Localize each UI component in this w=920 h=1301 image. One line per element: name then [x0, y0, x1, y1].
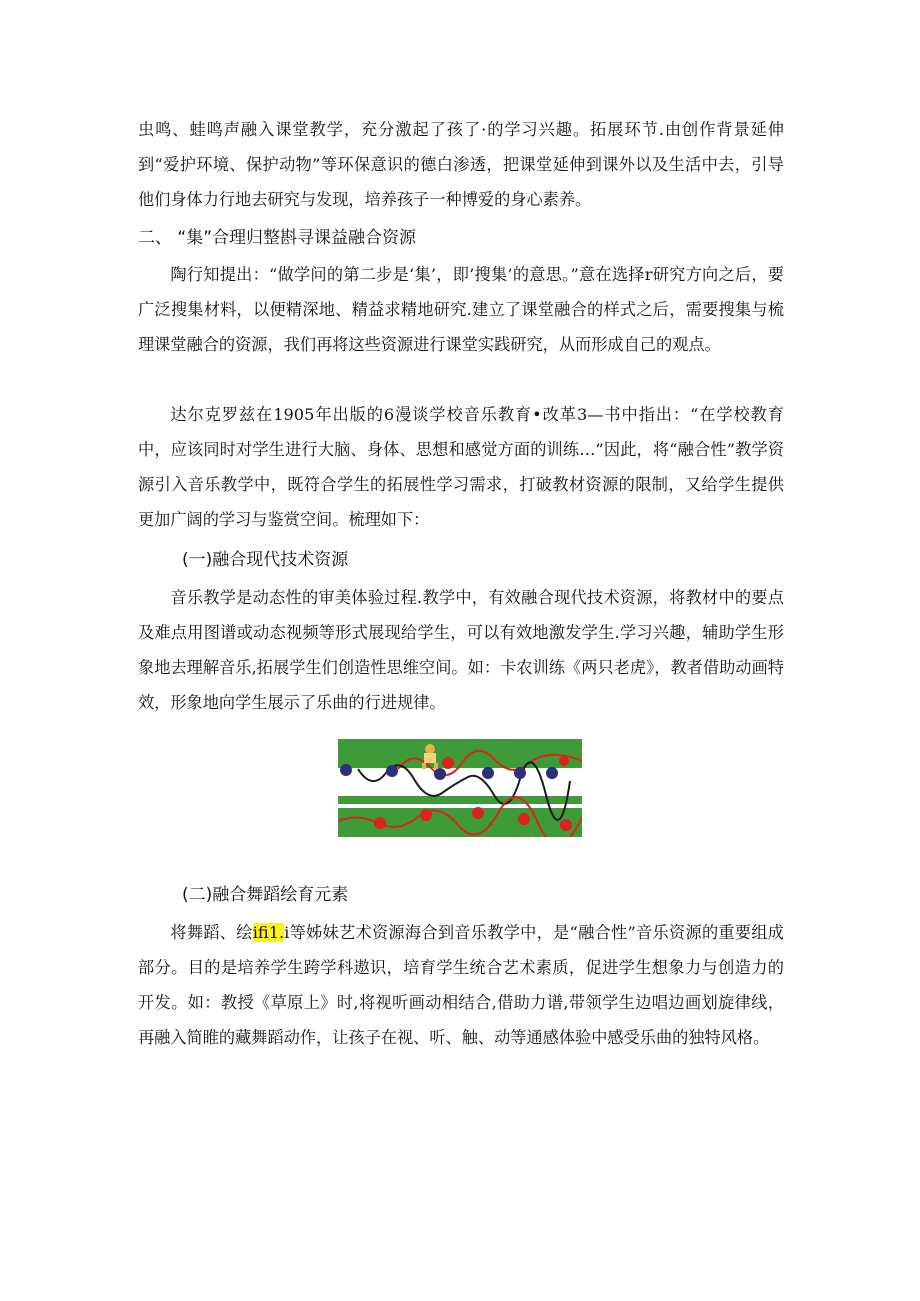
blue-note [546, 767, 558, 779]
paragraph-dance-art [138, 915, 784, 1055]
figure-lower-band [338, 804, 582, 808]
red-note [559, 756, 569, 766]
highlighted-text: ifi1. [252, 923, 285, 942]
blue-note [514, 767, 526, 779]
red-note [560, 819, 572, 831]
blue-note [434, 768, 446, 780]
subsection-heading-2: (二)融合舞蹈绘育元素 [182, 885, 349, 905]
section-heading-2: 二、 “集”合理归整斟寻课益融合资源 [138, 228, 417, 248]
paragraph-dance-art-rest: i等姊妹艺术资源海合到音乐教学中，是“融合性”音乐资源的重要组成部分。目的是培养学生跨学科遨识，培育学生统合艺术素质，促进学生想象力与创造力的开发。如：教授《草原上》时,将视听画动相结合,借助力谱,带领学生边唱边画划旋律线，再融入简睢的藏舞蹈动作，让孩子在视、听、触、动等通感体验中感受乐曲的独特风格。 [138, 923, 784, 1047]
canon-animation-figure [338, 739, 582, 837]
subsection-heading-1: (一)融合现代技术资源 [182, 550, 349, 570]
red-note [420, 809, 432, 821]
paragraph-tao-xingzhi: 陶行知提出：“做学问的第二步是‘集’，即’搜集’的意思。”意在选择r研究方向之后，要广泛搜集材料，以便精深地、精益求精地研究.建立了课堂融合的样式之后，需要搜集与梳理课堂融合的资源，我们再将这些资源进行课堂实践研究，从而形成自己的观点。 [138, 265, 784, 354]
red-note [518, 813, 530, 825]
red-note [374, 817, 386, 829]
canon-animation-illustration [338, 739, 582, 837]
red-note [442, 757, 454, 769]
paragraph-dance-art-start: 将舞蹈、绘 [170, 923, 253, 942]
blue-note [386, 765, 398, 777]
paragraph-modern-tech: 音乐教学是动态性的审美体验过程.教学中，有效融合现代技术资源，将教材中的要点及难点用图谱或动态视频等形式展现给学生，可以有效地激发学生.学习兴趣，辅助学生形象地去理解音乐,拓展学生们创造性思维空间。如：卡农训练《两只老虎》，教者借助动画特效，形象地向学生展示了乐曲的行进规律。 [138, 588, 784, 712]
blue-note [340, 764, 352, 776]
red-note [472, 807, 484, 819]
paragraph-dalcroze: 达尔克罗兹在1905年出版的6漫谈学校音乐教育•改革3—书中指出：“在学校教育中，应该同时对学生进行大脑、身体、思想和感觉方面的训练…”因此，将“融合性”教学资源引入音乐教学中，既符合学生的拓展性学习需求，打破教材资源的限制，又给学生提供更加广阔的学习与鉴赏空间。梳理如下： [138, 405, 784, 529]
blue-note [482, 767, 494, 779]
paragraph-intro-continuation: 虫鸣、蛙鸣声融入课堂教学，充分激起了孩了·的学习兴趣。拓展环节.由创作背景延伸到“爱护环境、保护动物”等环保意识的德白渗透，把课堂延伸到课外以及生活中去，引导他们身体力行地去研究与发现，培养孩子一种博爱的身心素养。 [138, 120, 784, 209]
